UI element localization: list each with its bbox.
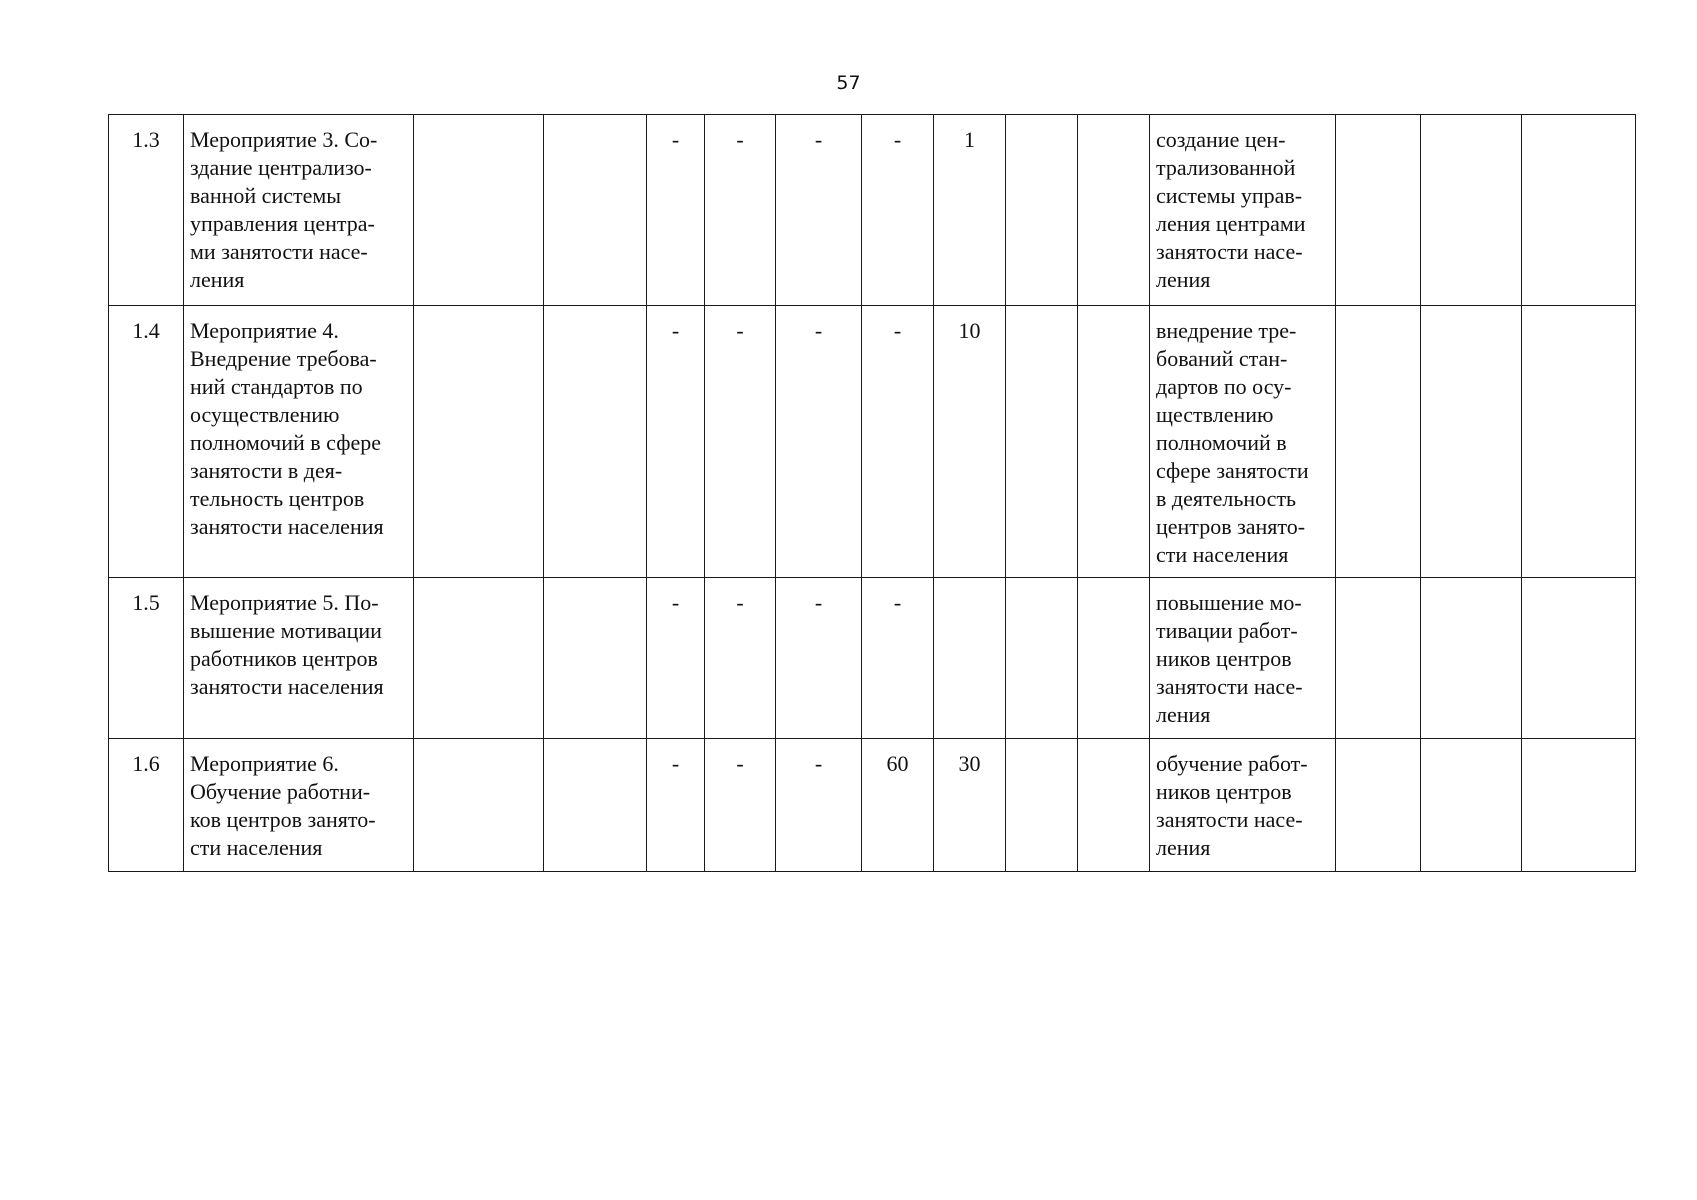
empty-cell bbox=[414, 306, 544, 578]
value-cell bbox=[1006, 739, 1078, 872]
value-cell bbox=[1006, 306, 1078, 578]
value-cell: - bbox=[647, 578, 705, 739]
expected-result bbox=[1150, 115, 1336, 306]
event-name bbox=[184, 306, 414, 578]
empty-cell bbox=[1421, 306, 1522, 578]
event-name bbox=[184, 739, 414, 872]
empty-cell bbox=[1336, 115, 1421, 306]
cell-text: повышение мо- тивации работ- ников центров занятости насе- ления bbox=[1156, 590, 1303, 727]
row-number: 1.6 bbox=[109, 739, 184, 872]
value-cell: - bbox=[776, 739, 862, 872]
value-cell bbox=[1078, 739, 1150, 872]
table-row bbox=[109, 739, 1636, 872]
value-cell bbox=[1006, 115, 1078, 306]
empty-cell bbox=[544, 115, 647, 306]
value-cell bbox=[934, 578, 1006, 739]
empty-cell bbox=[1336, 306, 1421, 578]
value-cell bbox=[1078, 306, 1150, 578]
empty-cell bbox=[1336, 578, 1421, 739]
empty-cell bbox=[1421, 578, 1522, 739]
cell-text: Мероприятие 5. По- вышение мотивации работников центров занятости населения bbox=[190, 590, 384, 699]
value-cell: 60 bbox=[862, 739, 934, 872]
value-cell: - bbox=[705, 306, 776, 578]
empty-cell bbox=[414, 115, 544, 306]
cell-text: Мероприятие 3. Со- здание централизо- ванной системы управления центра- ми занятости насе- ления bbox=[190, 127, 378, 292]
value-cell: 30 bbox=[934, 739, 1006, 872]
empty-cell bbox=[1522, 115, 1636, 306]
value-cell: - bbox=[776, 578, 862, 739]
row-number: 1.4 bbox=[109, 306, 184, 578]
expected-result bbox=[1150, 306, 1336, 578]
value-cell bbox=[1078, 578, 1150, 739]
value-cell: - bbox=[705, 739, 776, 872]
value-cell bbox=[1006, 578, 1078, 739]
table-row bbox=[109, 578, 1636, 739]
value-cell: - bbox=[862, 578, 934, 739]
value-cell: - bbox=[776, 115, 862, 306]
cell-text: создание цен- трализованной системы управ- ления центрами занятости насе- ления bbox=[1156, 127, 1306, 292]
empty-cell bbox=[544, 578, 647, 739]
measures-table bbox=[108, 114, 1636, 872]
row-number: 1.5 bbox=[109, 578, 184, 739]
value-cell: 1 bbox=[934, 115, 1006, 306]
empty-cell bbox=[1522, 739, 1636, 872]
value-cell: - bbox=[647, 739, 705, 872]
empty-cell bbox=[544, 306, 647, 578]
table-row bbox=[109, 306, 1636, 578]
empty-cell bbox=[1421, 115, 1522, 306]
cell-text: внедрение тре- бований стан- дартов по осу- ществлению полномочий в сфере занятости в деятельность центров занято- сти населения bbox=[1156, 318, 1309, 567]
value-cell: - bbox=[647, 115, 705, 306]
value-cell: - bbox=[862, 306, 934, 578]
expected-result bbox=[1150, 739, 1336, 872]
page-number: 57 bbox=[836, 72, 861, 94]
cell-text: Мероприятие 6. Обучение работни- ков центров занято- сти населения bbox=[190, 751, 376, 860]
cell-text: обучение работ- ников центров занятости насе- ления bbox=[1156, 751, 1308, 860]
empty-cell bbox=[414, 739, 544, 872]
value-cell: - bbox=[862, 115, 934, 306]
empty-cell bbox=[544, 739, 647, 872]
expected-result bbox=[1150, 578, 1336, 739]
value-cell bbox=[1078, 115, 1150, 306]
empty-cell bbox=[1522, 578, 1636, 739]
empty-cell bbox=[1522, 306, 1636, 578]
value-cell: 10 bbox=[934, 306, 1006, 578]
empty-cell bbox=[414, 578, 544, 739]
table-row bbox=[109, 115, 1636, 306]
value-cell: - bbox=[647, 306, 705, 578]
event-name bbox=[184, 115, 414, 306]
value-cell: - bbox=[705, 578, 776, 739]
row-number: 1.3 bbox=[109, 115, 184, 306]
event-name bbox=[184, 578, 414, 739]
empty-cell bbox=[1336, 739, 1421, 872]
value-cell: - bbox=[776, 306, 862, 578]
cell-text: Мероприятие 4. Внедрение требова- ний стандартов по осуществлению полномочий в сфере занятости в дея- тельность центров занятости населения bbox=[190, 318, 384, 539]
value-cell: - bbox=[705, 115, 776, 306]
empty-cell bbox=[1421, 739, 1522, 872]
